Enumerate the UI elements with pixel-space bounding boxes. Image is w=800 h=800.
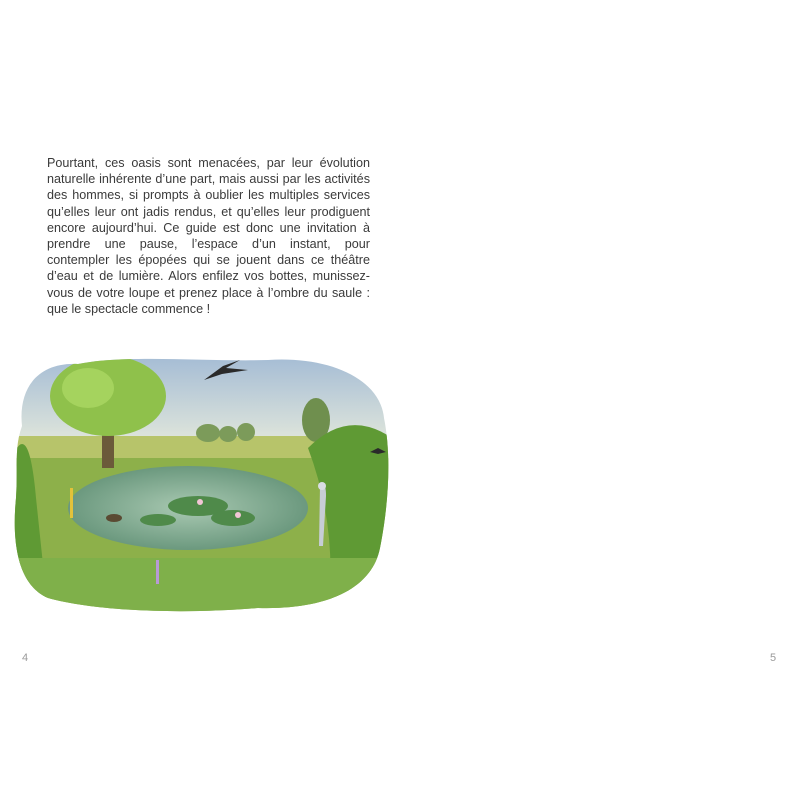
duck [106, 514, 122, 522]
pond-illustration [8, 348, 392, 612]
page-number-left: 4 [22, 652, 29, 664]
right-page [400, 0, 800, 800]
page-number-right: 5 [770, 652, 777, 664]
left-paragraph: Pourtant, ces oasis sont menacées, par leur évolution naturelle inhérente d’une part, mais aussi par les activités des hommes, si prompts à oublier les multiples services qu’elles leur ont jadis rendus, et qu’elles leur prodiguent encore aujourd’hui. Ce guide est donc une invitation à prendre une pause, l’espace d’un instant, pour contempler les épopées qui se jouent dans ce théâtre d’eau et de lumière. Alors enfilez vos bottes, munissez-vous de votre loupe et prenez place à l’ombre du saule : que le spectacle commence ! [47, 156, 370, 316]
